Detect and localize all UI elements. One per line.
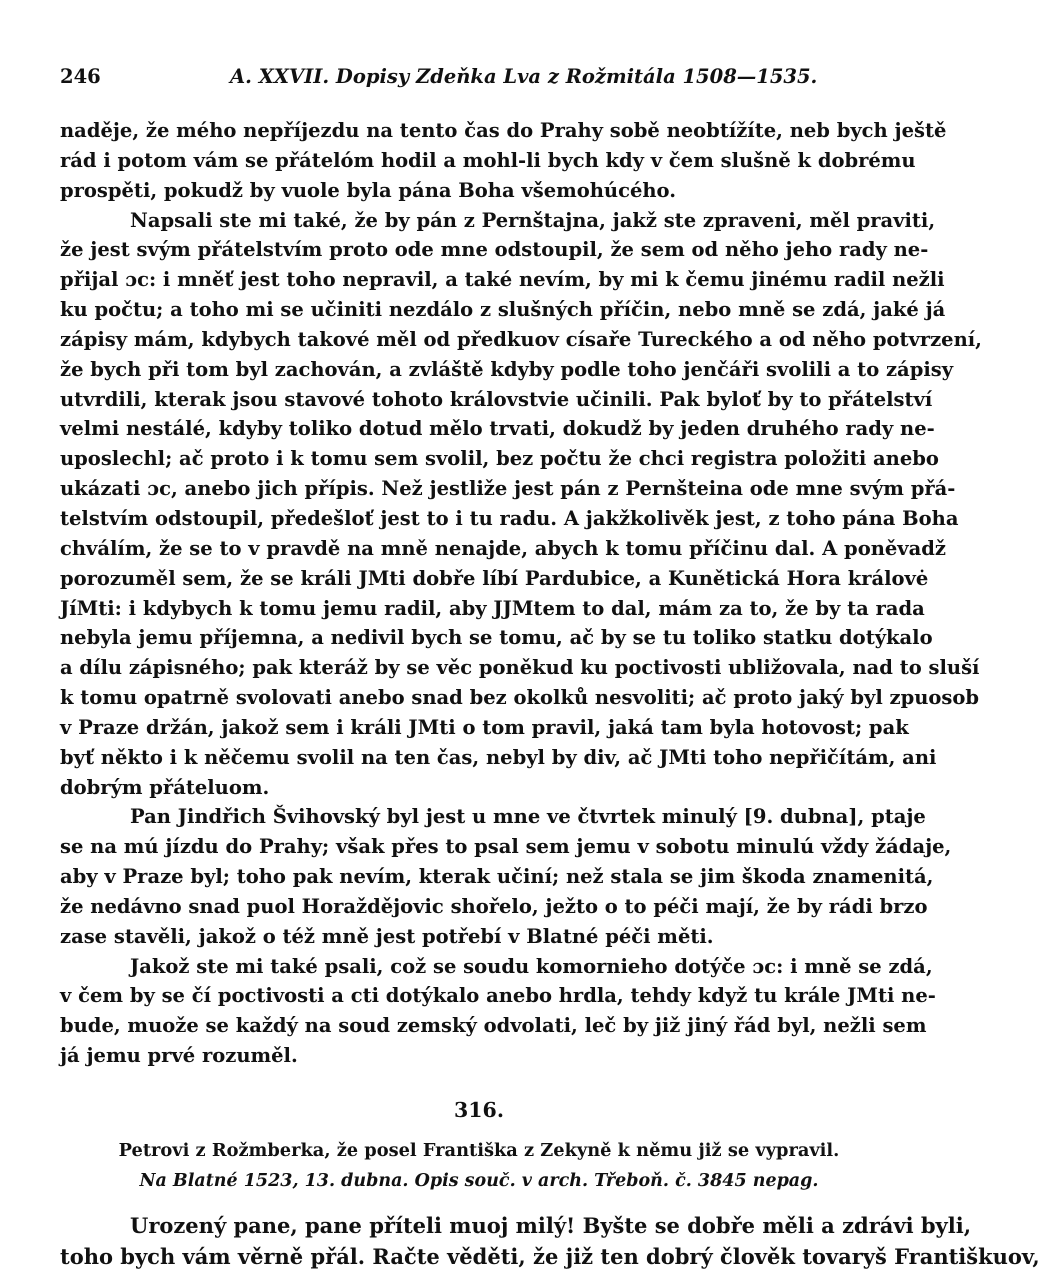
text-line: naděje, že mého nepříjezdu na tento čas do Prahy sobě neobtížíte, neb bych ještě — [60, 119, 947, 142]
text-line: dobrým přáteluom. — [60, 775, 270, 799]
text-line: chválím, že se to v pravdě na mně nenajde, abych k tomu příčinu dal. A poněvadž — [60, 536, 946, 560]
text-line: utvrdili, kterak jsou stavové tohoto královstvie učinili. Pak byloť by to přátelství — [60, 387, 933, 411]
document-page — [60, 62, 1040, 1272]
text-line: ku počtu; a toho mi se učiniti nezdálo z slušných příčin, nebo mně se zdá, jaké já — [60, 298, 946, 322]
running-head: A. XXVII. Dopisy Zdeňka Lva z Rožmitála 1508—1535. — [230, 65, 818, 88]
text-line: že nedávno snad puol Horaždějovic shořelo, ježto o to péči mají, že by rádi brzo — [60, 894, 928, 918]
text-line: velmi nestálé, kdyby toliko dotud mělo trvati, dokudž by jeden druhého rady ne- — [60, 417, 935, 441]
text-line: Pan Jindřich Švihovský byl jest u mne ve čtvrtek minulý [9. dubna], ptaje — [130, 805, 926, 829]
text-line: uposlechl; ač proto i k tomu sem svolil, bez počtu že chci registra položiti anebo — [60, 447, 939, 471]
paragraph — [60, 206, 982, 803]
page-number: 246 — [60, 65, 101, 88]
letter-number: 316. — [454, 1098, 504, 1122]
text-line: nebyla jemu příjemna, a nedivil bych se tomu, ač by se tu toliko statku dotýkalo — [60, 626, 933, 650]
text-line: se na mú jízdu do Prahy; však přes to psal sem jemu v sobotu minulú vždy žádaje, — [60, 835, 952, 859]
text-line: aby v Praze byl; toho pak nevím, kterak učiní; než stala se jim škoda znamenitá, — [60, 865, 934, 889]
text-line: toho bych vám věrně přál. Račte věděti, že již ten dobrý člověk tovaryš Františkuov, — [60, 1244, 1040, 1269]
text-line: a dílu zápisného; pak kteráž by se věc poněkud ku poctivosti ubližovala, nad to sluší — [60, 656, 980, 680]
text-line: v Praze držán, jakož sem i králi JMti o tom pravil, jaká tam byla hotovost; pak — [60, 715, 909, 739]
text-line: JíMti: i kdybych k tomu jemu radil, aby JJMtem to dal, mám za to, že by ta rada — [60, 596, 925, 620]
paragraph — [60, 802, 952, 951]
text-line: zápisy mám, kdybych takové měl od předkuov císaře Tureckého a od něho potvrzení, — [60, 327, 982, 351]
text-line: že jest svým přátelstvím proto ode mne odstoupil, že sem od něho jeho rady ne- — [60, 238, 929, 262]
text-line: Jakož ste mi také psali, což se soudu komornieho dotýče ɔc: i mně se zdá, — [130, 954, 933, 978]
letter-source: Na Blatné 1523, 13. dubna. Opis souč. v arch. Třeboň. č. 3845 nepag. — [139, 1171, 819, 1191]
text-line: k tomu opatrně svolovati anebo snad bez okolků nesvoliti; ač proto jaký byl zpuosob — [60, 686, 980, 710]
text-line: telstvím odstoupil, předešloť jest to i tu radu. A jakžkolivěk jest, z toho pána Boha — [60, 506, 959, 530]
text-line: v čem by se čí poctivosti a cti dotýkalo anebo hrdla, tehdy když tu krále JMti ne- — [60, 984, 936, 1008]
letter-315-body — [60, 116, 982, 1071]
text-line: Napsali ste mi také, že by pán z Pernštajna, jakž ste zpraveni, měl praviti, — [130, 208, 936, 232]
paragraph — [60, 116, 947, 206]
text-line: já jemu prvé rozuměl. — [60, 1044, 298, 1068]
letter-summary: Petrovi z Rožmberka, že posel Františka z Zekyně k němu již se vypravil. — [118, 1140, 840, 1161]
text-line: zase stavěli, jakož o též mně jest potřebí v Blatné péči měti. — [60, 924, 714, 948]
text-line: přijal ɔc: i mněť jest toho nepravil, a také nevím, by mi k čemu jinému radil nežli — [60, 268, 945, 292]
text-line: bude, muože se každý na soud zemský odvolati, leč by již jiný řád byl, nežli sem — [60, 1014, 927, 1038]
text-line: prospěti, pokudž by vuole byla pána Boha všemohúcého. — [60, 178, 677, 202]
letter-316-body — [60, 1210, 1040, 1272]
paragraph — [60, 952, 936, 1071]
text-line: rád i potom vám se přátelóm hodil a mohl-li bych kdy v čem slušně k dobrému — [60, 148, 916, 172]
text-line: že bych při tom byl zachován, a zvláště kdyby podle toho jenčáři svolili a to zápisy — [60, 357, 954, 381]
text-line: porozuměl sem, že se králi JMti dobře líbí Pardubice, a Kunětická Hora královė — [60, 566, 929, 590]
page-header — [60, 62, 898, 92]
text-line: Urozený pane, pane příteli muoj milý! Byšte se dobře měli a zdrávi byli, — [130, 1213, 972, 1238]
text-line: byť někto i k něčemu svolil na ten čas, nebyl by div, ač JMti toho nepřičítám, ani — [60, 745, 937, 769]
text-line: ukázati ɔc, anebo jich přípis. Než jestliže jest pán z Pernšteina ode mne svým přá- — [60, 477, 956, 501]
